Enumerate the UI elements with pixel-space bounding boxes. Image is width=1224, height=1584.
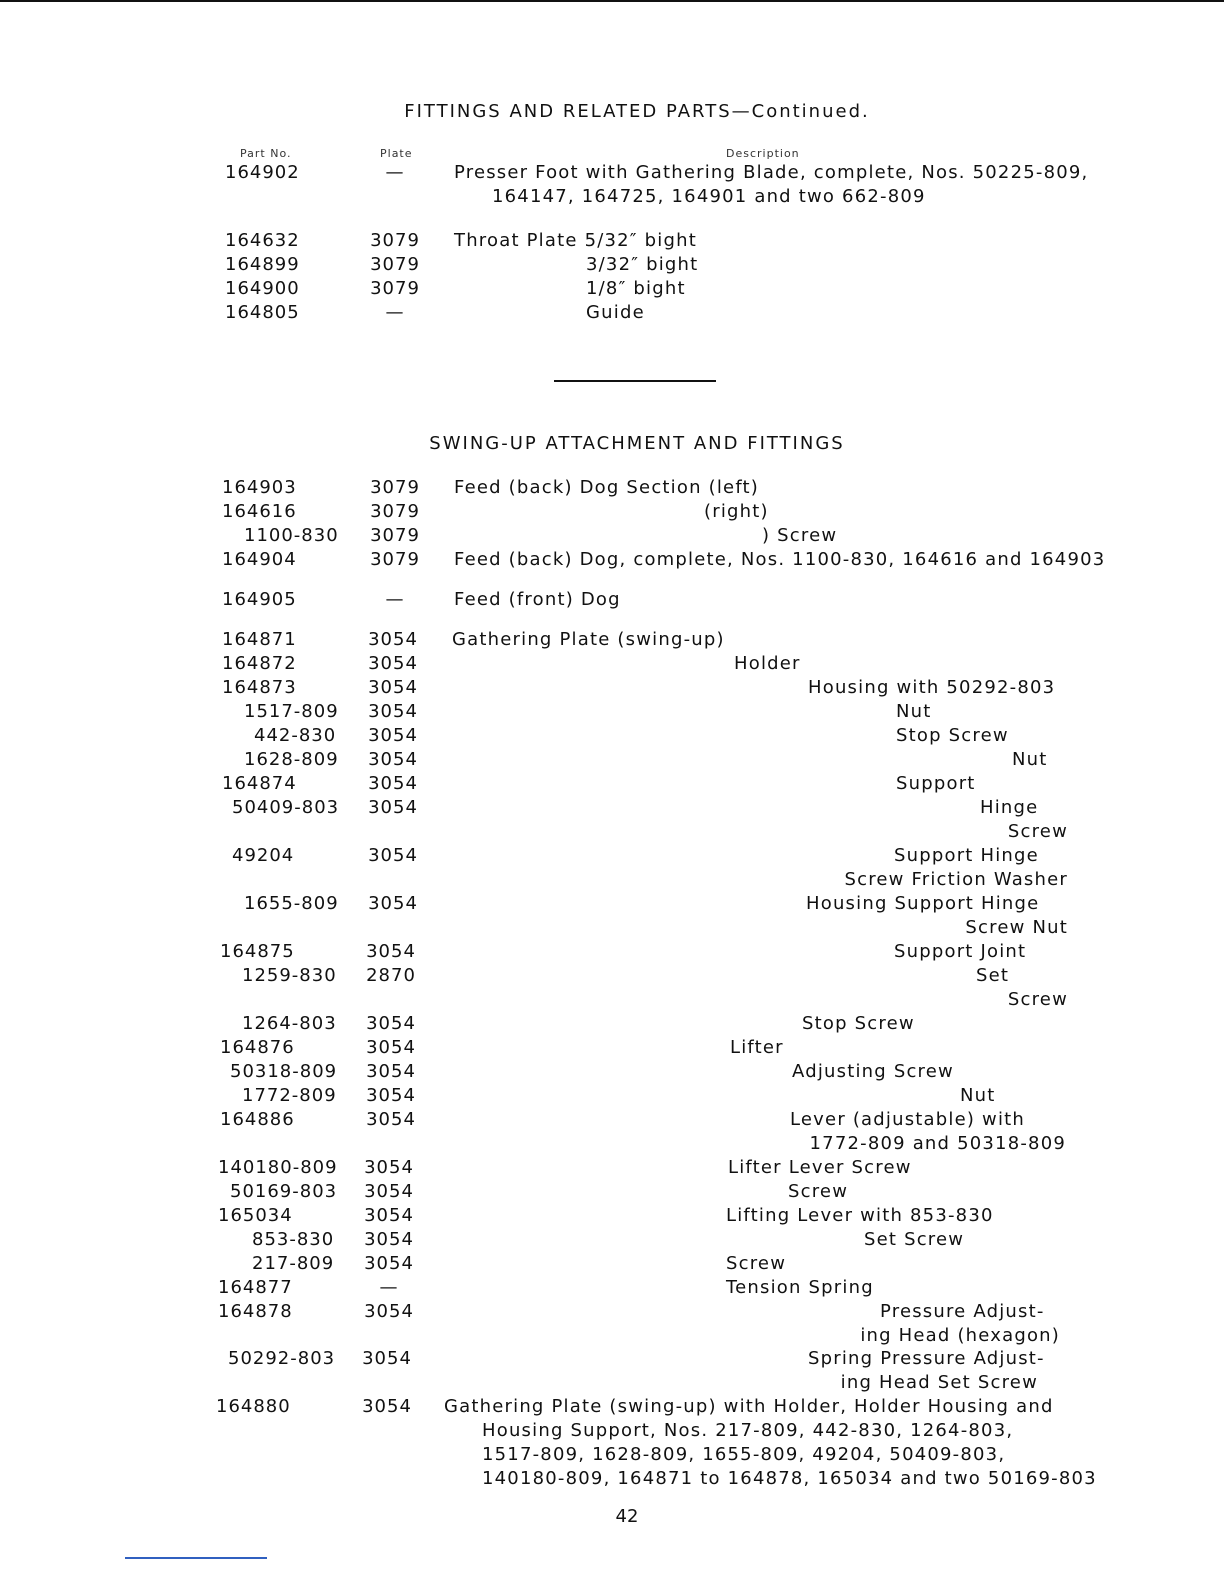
part-number: 1517-809 <box>244 701 339 722</box>
plate-number: 3054 <box>368 845 418 866</box>
plate-number: — <box>385 302 405 323</box>
part-number: 164904 <box>222 549 297 570</box>
description: Holder <box>734 653 801 674</box>
plate-number: 3054 <box>366 1013 416 1034</box>
header-part-no: Part No. <box>240 147 292 160</box>
description: Screw <box>788 1181 849 1202</box>
description-cont: ing Head Set Screw <box>840 1372 1038 1393</box>
part-number: 164899 <box>225 254 300 275</box>
description-cont: Screw <box>1007 821 1068 842</box>
description: Spring Pressure Adjust- <box>808 1348 1045 1369</box>
plate-number: 3054 <box>366 1037 416 1058</box>
part-number: 164902 <box>225 162 300 183</box>
plate-number: 3054 <box>368 629 418 650</box>
description: Nut <box>1012 749 1048 770</box>
plate-number: 3054 <box>368 797 418 818</box>
plate-number: 3054 <box>364 1301 414 1322</box>
description-cont: 164147, 164725, 164901 and two 662-809 <box>492 186 926 207</box>
header-plate: Plate <box>380 147 413 160</box>
plate-number: 3079 <box>370 501 420 522</box>
plate-number: 3054 <box>366 941 416 962</box>
part-number: 164872 <box>222 653 297 674</box>
description: ) Screw <box>762 525 838 546</box>
description: Housing with 50292-803 <box>808 677 1056 698</box>
part-number: 140180-809 <box>218 1157 338 1178</box>
page-number: 42 <box>615 1506 639 1527</box>
plate-number: 3054 <box>368 653 418 674</box>
description: Support Joint <box>894 941 1027 962</box>
part-number: 164876 <box>220 1037 295 1058</box>
part-number: 164900 <box>225 278 300 299</box>
description: (right) <box>704 501 769 522</box>
section-divider <box>554 380 716 382</box>
plate-number: 3054 <box>364 1157 414 1178</box>
description: Feed (front) Dog <box>454 589 621 610</box>
plate-number: 3054 <box>366 1061 416 1082</box>
description: Feed (back) Dog, complete, Nos. 1100-830, 164616 and 164903 <box>454 549 1106 570</box>
part-number: 50292-803 <box>228 1348 336 1369</box>
description: Screw <box>726 1253 787 1274</box>
description: Lifting Lever with 853-830 <box>726 1205 994 1226</box>
description: Stop Screw <box>896 725 1009 746</box>
plate-number: 3054 <box>362 1348 412 1369</box>
description-cont: Screw <box>1007 989 1068 1010</box>
plate-number: 3054 <box>368 773 418 794</box>
part-number: 164886 <box>220 1109 295 1130</box>
plate-number: 3054 <box>362 1396 412 1417</box>
part-number: 1628-809 <box>244 749 339 770</box>
description: Lifter Lever Screw <box>728 1157 912 1178</box>
part-number: 164875 <box>220 941 295 962</box>
part-number: 1772-809 <box>242 1085 337 1106</box>
plate-number: 3079 <box>370 230 420 251</box>
part-number: 164805 <box>225 302 300 323</box>
description: Pressure Adjust- <box>880 1301 1045 1322</box>
description: Lifter <box>730 1037 784 1058</box>
part-number: 217-809 <box>252 1253 335 1274</box>
description-cont: ing Head (hexagon) <box>860 1325 1060 1346</box>
plate-number: 3079 <box>370 525 420 546</box>
part-number: 50169-803 <box>230 1181 338 1202</box>
description: Lever (adjustable) with <box>790 1109 1026 1130</box>
part-number: 164871 <box>222 629 297 650</box>
part-number: 164616 <box>222 501 297 522</box>
description: Set <box>976 965 1010 986</box>
plate-number: 3079 <box>370 549 420 570</box>
part-number: 1655-809 <box>244 893 339 914</box>
plate-number: 3054 <box>368 725 418 746</box>
plate-number: 2870 <box>366 965 416 986</box>
description: 1/8″ bight <box>586 278 686 299</box>
description: Housing Support Hinge <box>806 893 1040 914</box>
plate-number: 3054 <box>368 893 418 914</box>
plate-number: 3079 <box>370 477 420 498</box>
part-number: 164880 <box>216 1396 291 1417</box>
part-number: 1100-830 <box>244 525 339 546</box>
part-number: 49204 <box>232 845 295 866</box>
description: Support <box>896 773 976 794</box>
plate-number: 3054 <box>364 1181 414 1202</box>
description-cont: 140180-809, 164871 to 164878, 165034 and two 50169-803 <box>482 1468 1097 1489</box>
part-number: 164632 <box>225 230 300 251</box>
part-number: 164903 <box>222 477 297 498</box>
part-number: 164877 <box>218 1277 293 1298</box>
description-cont: Housing Support, Nos. 217-809, 442-830, 1264-803, <box>482 1420 1014 1441</box>
footer-rule <box>125 1557 267 1559</box>
top-rule <box>0 0 1224 2</box>
description: Tension Spring <box>726 1277 874 1298</box>
part-number: 50409-803 <box>232 797 340 818</box>
description: Adjusting Screw <box>792 1061 954 1082</box>
plate-number: — <box>385 589 405 610</box>
plate-number: — <box>385 162 405 183</box>
description: Feed (back) Dog Section (left) <box>454 477 760 498</box>
part-number: 164878 <box>218 1301 293 1322</box>
part-number: 442-830 <box>254 725 337 746</box>
header-description: Description <box>726 147 800 160</box>
plate-number: 3054 <box>366 1085 416 1106</box>
part-number: 165034 <box>218 1205 293 1226</box>
description: Set Screw <box>864 1229 965 1250</box>
plate-number: 3054 <box>368 677 418 698</box>
description-cont: Screw Nut <box>965 917 1068 938</box>
description: Nut <box>960 1085 996 1106</box>
description: Gathering Plate (swing-up) with Holder, Holder Housing and <box>444 1396 1054 1417</box>
description: Hinge <box>980 797 1039 818</box>
plate-number: 3054 <box>368 701 418 722</box>
plate-number: 3054 <box>366 1109 416 1130</box>
part-number: 853-830 <box>252 1229 335 1250</box>
plate-number: 3054 <box>364 1229 414 1250</box>
plate-number: — <box>379 1277 399 1298</box>
description: Stop Screw <box>802 1013 915 1034</box>
part-number: 164874 <box>222 773 297 794</box>
description: Throat Plate 5/32″ bight <box>454 230 697 251</box>
description: Presser Foot with Gathering Blade, complete, Nos. 50225-809, <box>454 162 1089 183</box>
description-cont: Screw Friction Washer <box>844 869 1068 890</box>
section-title-fittings: FITTINGS AND RELATED PARTS—Continued. <box>404 101 870 122</box>
section-title-swing-up: SWING-UP ATTACHMENT AND FITTINGS <box>429 433 845 454</box>
part-number: 164905 <box>222 589 297 610</box>
description: 3/32″ bight <box>586 254 699 275</box>
plate-number: 3054 <box>364 1253 414 1274</box>
description: Support Hinge <box>894 845 1039 866</box>
part-number: 1264-803 <box>242 1013 337 1034</box>
part-number: 1259-830 <box>242 965 337 986</box>
description: Gathering Plate (swing-up) <box>452 629 725 650</box>
part-number: 164873 <box>222 677 297 698</box>
description-cont: 1772-809 and 50318-809 <box>809 1133 1066 1154</box>
description: Guide <box>586 302 645 323</box>
plate-number: 3054 <box>364 1205 414 1226</box>
plate-number: 3054 <box>368 749 418 770</box>
description: Nut <box>896 701 932 722</box>
plate-number: 3079 <box>370 254 420 275</box>
part-number: 50318-809 <box>230 1061 338 1082</box>
plate-number: 3079 <box>370 278 420 299</box>
description-cont: 1517-809, 1628-809, 1655-809, 49204, 50409-803, <box>482 1444 1006 1465</box>
